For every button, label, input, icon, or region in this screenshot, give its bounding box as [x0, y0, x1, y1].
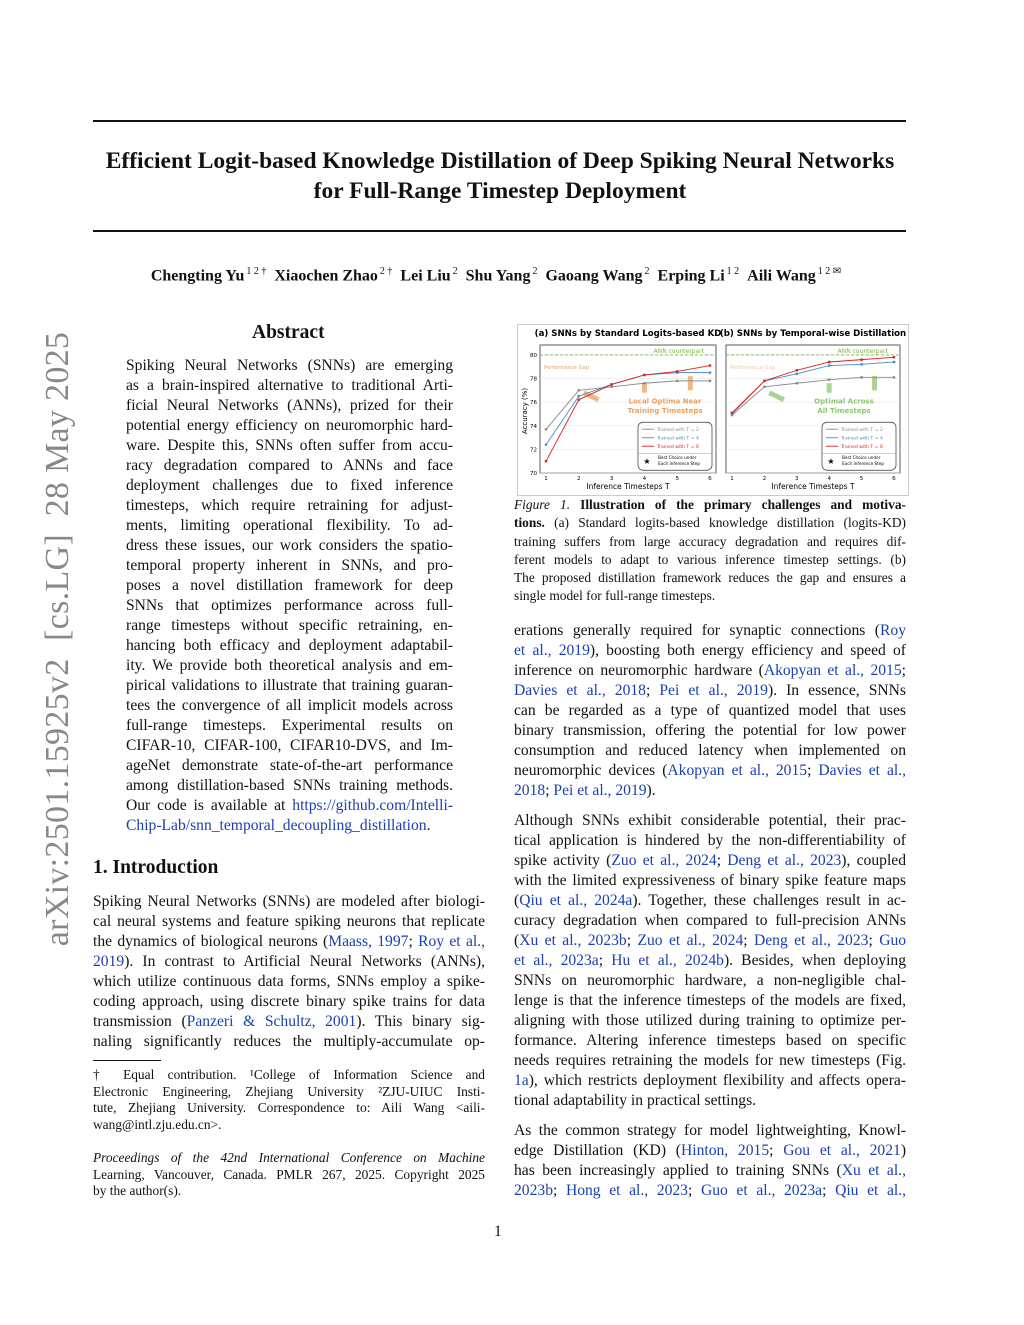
- data-point: [893, 356, 895, 358]
- author-affiliation: 1 2 †: [246, 266, 267, 277]
- text-line: [514, 721, 906, 741]
- introduction-text-left: [93, 892, 485, 1052]
- caption-title-end: tions.: [514, 515, 545, 531]
- text-line: [514, 741, 906, 761]
- data-point: [731, 412, 733, 414]
- text-line: [514, 991, 906, 1011]
- author-name: Erping Li: [657, 267, 725, 285]
- annotation-label: Training Timesteps: [627, 406, 703, 415]
- data-point: [828, 379, 830, 381]
- citation-link[interactable]: Qiu et al.,: [835, 1182, 907, 1199]
- text-span: ;: [769, 1142, 784, 1159]
- star-icon: ★: [827, 457, 835, 467]
- citation-link[interactable]: Panzeri & Schultz, 2001: [186, 1013, 357, 1030]
- text-span: as a brain-inspired alternative to traditional Arti-: [126, 377, 453, 394]
- arxiv-watermark: arXiv:2501.15925v2 [cs.LG] 28 May 2025: [39, 331, 76, 947]
- text-span: ;: [743, 932, 754, 949]
- text-span: ageNet demonstrate state-of-the-art performance: [126, 757, 453, 774]
- text-line: [514, 871, 906, 891]
- text-line: [514, 1181, 906, 1201]
- x-tick-label: 3: [609, 476, 614, 482]
- text-line: [126, 456, 453, 476]
- text-line: [126, 756, 453, 776]
- text-line: [514, 891, 906, 911]
- text-line: [514, 661, 906, 681]
- text-line: [514, 1031, 906, 1051]
- text-line: [126, 376, 453, 396]
- annotation-label: Optimal Across: [814, 397, 874, 406]
- text-span: full-range timesteps. Experimental results on: [126, 717, 453, 734]
- text-span: ). In essence, SNNs: [767, 682, 906, 699]
- figure-1-chart: [518, 325, 908, 495]
- legend-note: Each Inference Step: [842, 461, 885, 467]
- text-line: [514, 1011, 906, 1031]
- text-span: lenge is that the inference timesteps of the models are fixed,: [514, 992, 906, 1009]
- text-line: [126, 656, 453, 676]
- text-span: can be regarded as a type of quantized model that uses: [514, 702, 906, 719]
- text-span: temporal property inherent in SNNs, and pro-: [126, 557, 453, 574]
- text-line: [126, 816, 453, 836]
- data-point: [709, 371, 711, 373]
- text-span: ;: [868, 932, 880, 949]
- text-span: among distillation-based SNNs training methods.: [126, 777, 453, 794]
- citation-link[interactable]: Hong et al., 2023: [565, 1182, 688, 1199]
- data-point: [545, 443, 547, 445]
- chart-title: (a) SNNs by Standard Logits-based KD: [534, 329, 722, 339]
- x-tick-label: 2: [577, 476, 581, 482]
- data-point: [893, 361, 895, 363]
- text-span: deployment challenges due to fixed inference: [126, 477, 453, 494]
- text-line: [126, 556, 453, 576]
- text-line: [93, 992, 485, 1012]
- footnote-rule: [93, 1060, 161, 1061]
- citation-link[interactable]: Xu et al., 2023b: [519, 932, 627, 949]
- legend-note: Best Choice under: [658, 455, 697, 461]
- footnote-line: wang@intl.zju.edu.cn>.: [93, 1116, 222, 1132]
- text-line: [514, 1091, 906, 1111]
- text-line: [126, 476, 453, 496]
- footnote: [93, 1067, 485, 1133]
- legend-note: Each Inference Step: [658, 461, 701, 467]
- y-tick-label: 78: [530, 376, 537, 383]
- caption-text: (a) Standard logits-based knowledge distillation (logits-KD): [544, 515, 906, 531]
- data-point: [828, 361, 830, 363]
- text-span: aligning with those utilized during training to optimize per-: [514, 1012, 906, 1029]
- caption-line: The proposed distillation framework reduces the gap and ensures a: [514, 570, 906, 586]
- text-line: [126, 716, 453, 736]
- text-span: hancing both efficacy and deployment adaptabil-: [126, 637, 453, 654]
- text-span: (: [514, 892, 520, 909]
- legend-label: Trained with T = 2: [841, 428, 883, 434]
- text-line: [93, 892, 485, 912]
- data-point: [709, 364, 711, 366]
- text-span: ficial Neural Networks (ANNs), prized for their: [126, 397, 453, 414]
- text-span: ;: [552, 1182, 566, 1199]
- x-tick-label: 4: [642, 476, 647, 482]
- text-span: naling significantly reduces the multiply-accumulate op-: [93, 1033, 485, 1050]
- text-line: [126, 416, 453, 436]
- data-point: [860, 363, 862, 365]
- text-line: [126, 356, 453, 376]
- text-span: transmission (: [93, 1013, 187, 1030]
- performance-gap-label: Performance Gap: [544, 365, 590, 372]
- text-span: ity. We provide both theoretical analysis and em-: [126, 657, 453, 674]
- text-line: [514, 1161, 906, 1181]
- footnote-line: tute, Zhejiang University. Correspondence to: Aili Wang <aili-: [93, 1100, 485, 1115]
- text-span: edge Distillation (KD) (: [514, 1142, 681, 1159]
- text-span: tees the convergence of all implicit models across: [126, 697, 453, 714]
- text-span: ): [900, 1142, 907, 1159]
- author-list: [0, 266, 1000, 285]
- star-icon: ★: [643, 457, 651, 467]
- author-affiliation: 2: [452, 266, 458, 277]
- text-span: erations generally required for synaptic connections (: [514, 622, 880, 639]
- text-span: tical application is hindered by the non-differentiability of: [514, 832, 906, 849]
- data-point: [860, 376, 862, 378]
- caption-line: ferent models to adapt to various inference timestep settings. (b): [514, 551, 906, 567]
- text-span: formance. Altering inference timesteps based on specific: [514, 1032, 906, 1049]
- citation-link[interactable]: Roy: [880, 622, 906, 639]
- caption-line: single model for full-range timesteps.: [514, 588, 716, 604]
- citation-link[interactable]: Qiu et al., 2024a: [519, 892, 633, 909]
- data-point: [893, 376, 895, 378]
- text-span: curacy degradation when compared to full-precision ANNs: [514, 912, 906, 929]
- data-point: [610, 383, 612, 385]
- text-line: [126, 636, 453, 656]
- x-tick-label: 4: [827, 476, 831, 482]
- text-span: potential energy efficiency on neuromorphic hard-: [126, 417, 453, 434]
- legend-label: Trained with T = 4: [841, 436, 883, 442]
- data-point: [860, 358, 862, 360]
- text-line: [126, 616, 453, 636]
- citation-link[interactable]: Zuo et al., 2024: [637, 932, 744, 949]
- title-top-rule: [93, 120, 906, 122]
- data-point: [796, 369, 798, 371]
- title-bottom-rule: [93, 230, 906, 232]
- text-span: ), boosting both energy efficiency and speed of: [589, 642, 906, 659]
- data-point: [828, 364, 830, 366]
- citation-link[interactable]: Xu et al.,: [841, 1162, 906, 1179]
- citation-link[interactable]: Hu et al., 2024b: [611, 952, 724, 969]
- highlight-arrow-icon: [769, 393, 784, 400]
- x-axis-label: Inference Timesteps T: [586, 482, 670, 491]
- text-line: [514, 1141, 906, 1161]
- text-span: ;: [822, 1182, 836, 1199]
- citation-link[interactable]: Pei et al., 2019: [553, 782, 647, 799]
- text-span: ). Besides, when deploying: [723, 952, 907, 969]
- text-line: [514, 971, 906, 991]
- citation-link[interactable]: 2023b: [514, 1182, 553, 1199]
- text-line: [93, 932, 485, 952]
- text-line: [93, 912, 485, 932]
- data-point: [796, 382, 798, 384]
- text-span: ments, limiting operational flexibility. To ad-: [126, 517, 453, 534]
- page-number: 1: [494, 1223, 502, 1240]
- text-span: inference on neuromorphic hardware (: [514, 662, 764, 679]
- text-span: ware. Despite this, SNNs often suffer from accu-: [126, 437, 453, 454]
- text-span: ;: [626, 932, 638, 949]
- text-span: racy degradation compared to ANNs and face: [126, 457, 453, 474]
- text-line: [126, 496, 453, 516]
- footnote-line: Electronic Engineering, Zhejiang University ²ZJU-UIUC Insti-: [93, 1083, 485, 1099]
- text-span: CIFAR-10, CIFAR-100, CIFAR10-DVS, and Im-: [126, 737, 453, 754]
- author-affiliation: 2: [532, 266, 538, 277]
- ann-reference-label: ANN counterpart: [837, 347, 888, 355]
- text-span: As the common strategy for model lightweighting, Knowl-: [514, 1122, 906, 1139]
- proceedings-line: Proceedings of the 42nd International Conference on Machine: [93, 1150, 485, 1165]
- citation-link[interactable]: Chip-Lab/snn_temporal_decoupling_distillation: [126, 817, 427, 834]
- text-span: ;: [598, 952, 612, 969]
- data-point: [643, 374, 645, 376]
- data-point: [545, 428, 547, 430]
- author-name: Aili Wang: [747, 267, 816, 285]
- data-point: [676, 370, 678, 372]
- text-line: [514, 781, 906, 801]
- citation-link[interactable]: Deng et al., 2023: [754, 932, 869, 949]
- text-span: Spiking Neural Networks (SNNs) are emerging: [126, 357, 453, 374]
- citation-link[interactable]: 2018: [514, 782, 546, 799]
- abstract-text: [126, 356, 453, 836]
- author-affiliation: 1 2: [726, 266, 740, 277]
- text-line: [126, 596, 453, 616]
- figure-label: Figure 1.: [514, 497, 571, 512]
- citation-link[interactable]: Akopyan et al., 2015: [763, 662, 902, 679]
- annotation-label: Local Optima Near: [628, 397, 702, 406]
- x-tick-label: 6: [708, 476, 712, 482]
- text-line: [514, 931, 906, 951]
- data-point: [578, 399, 580, 401]
- performance-gap-label: Performance Gap: [730, 365, 776, 372]
- text-span: ). Together, these challenges result in ac-: [632, 892, 906, 909]
- y-axis-label: Accuracy (%): [521, 387, 529, 435]
- text-line: [126, 536, 453, 556]
- text-span: (: [514, 932, 520, 949]
- text-span: .: [426, 817, 431, 834]
- author-affiliation: 2: [644, 266, 650, 277]
- text-line: [93, 1012, 485, 1032]
- legend-label: Trained with T = 6: [657, 445, 699, 451]
- abstract-heading: Abstract: [252, 322, 325, 343]
- text-line: [514, 1121, 906, 1141]
- text-span: with the limited expressiveness of binary spike feature maps: [514, 872, 906, 889]
- right-paragraph-3: [514, 1121, 906, 1201]
- text-line: [514, 811, 906, 831]
- author-name: Shu Yang: [465, 267, 531, 285]
- y-tick-label: 74: [530, 423, 537, 430]
- text-span: SNNs on neuromorphic hardware, a non-negligible chal-: [514, 972, 906, 989]
- text-span: needs requires retraining the models for new timesteps (Fig.: [514, 1052, 906, 1069]
- x-tick-label: 5: [859, 476, 864, 482]
- footnote-line: † Equal contribution. ¹College of Information Science and: [93, 1067, 485, 1082]
- text-line: [514, 1051, 906, 1071]
- legend-label: Trained with T = 6: [841, 445, 883, 451]
- citation-link[interactable]: Zuo et al., 2024: [611, 852, 717, 869]
- text-span: dress these issues, our work considers the spatio-: [126, 537, 453, 554]
- text-line: [514, 621, 906, 641]
- x-tick-label: 1: [730, 476, 734, 482]
- paper-title-line-2: for Full-Range Timestep Deployment: [313, 178, 687, 204]
- annotation-label: All Timesteps: [817, 406, 871, 415]
- citation-link[interactable]: et al., 2019: [514, 642, 590, 659]
- paper-title-line-1: Efficient Logit-based Knowledge Distillation of Deep Spiking Neural Networks: [105, 148, 895, 174]
- text-line: [126, 436, 453, 456]
- introduction-heading: 1. Introduction: [93, 857, 219, 878]
- text-line: [126, 516, 453, 536]
- data-point: [796, 373, 798, 375]
- legend-label: Trained with T = 2: [657, 428, 699, 434]
- proceedings-note: [93, 1150, 485, 1200]
- text-span: ). In contrast to Artificial Neural Networks (ANNs),: [124, 953, 485, 970]
- figure-caption: [514, 496, 906, 606]
- text-span: tional adaptability in practical settings.: [514, 1092, 757, 1109]
- legend-note: Best Choice under: [842, 455, 881, 461]
- text-span: spike activity (: [514, 852, 612, 869]
- citation-link[interactable]: Guo: [879, 932, 907, 949]
- data-point: [763, 380, 765, 382]
- text-span: ;: [645, 682, 660, 699]
- text-span: Although SNNs exhibit considerable potential, their prac-: [514, 812, 906, 829]
- citation-link[interactable]: Guo et al., 2023a: [700, 1182, 823, 1199]
- text-line: [93, 1032, 485, 1052]
- text-span: pirical validations to illustrate that training guaran-: [126, 677, 453, 694]
- text-span: which utilize continuous data forms, SNNs employ a spike-: [93, 973, 485, 990]
- text-line: [514, 851, 906, 871]
- caption-line: [514, 496, 906, 514]
- author-name: Gaoang Wang: [545, 267, 643, 285]
- citation-link[interactable]: https://github.com/Intelli-: [292, 797, 453, 814]
- text-span: ;: [716, 852, 728, 869]
- data-point: [578, 389, 580, 391]
- citation-link[interactable]: Maass, 1997: [328, 933, 409, 950]
- author-name: Xiaochen Zhao: [274, 267, 378, 285]
- text-span: the dynamics of biological neurons (: [93, 933, 329, 950]
- text-span: ;: [687, 1182, 701, 1199]
- right-paragraph-1: [514, 621, 906, 801]
- text-span: ;: [807, 762, 819, 779]
- text-span: consumption and reduced latency when implemented on: [514, 742, 906, 759]
- text-span: ), coupled: [841, 852, 906, 869]
- data-point: [578, 395, 580, 397]
- text-line: [514, 701, 906, 721]
- author-affiliation: 1 2 ✉: [817, 266, 842, 277]
- text-span: has been increasingly applied to training SNNs (: [514, 1162, 842, 1179]
- text-span: timesteps, which require retraining for adjust-: [126, 497, 453, 514]
- text-span: binary transmission, offering the potential for low power: [514, 722, 906, 739]
- x-tick-label: 6: [892, 476, 896, 482]
- text-line: [126, 696, 453, 716]
- text-span: ;: [408, 933, 419, 950]
- data-point: [545, 460, 547, 462]
- author-name: Chengting Yu: [150, 267, 245, 285]
- text-line: [514, 761, 906, 781]
- citation-link[interactable]: Deng et al., 2023: [727, 852, 842, 869]
- author-name: Lei Liu: [400, 267, 451, 285]
- data-point: [676, 380, 678, 382]
- text-line: [514, 1071, 906, 1091]
- text-span: Spiking Neural Networks (SNNs) are modeled after biologi-: [93, 893, 485, 910]
- caption-line: [514, 514, 906, 532]
- text-line: [126, 676, 453, 696]
- x-tick-label: 3: [795, 476, 799, 482]
- text-span: ), which restricts deployment flexibility and affects opera-: [528, 1072, 906, 1089]
- x-tick-label: 5: [675, 476, 679, 482]
- caption-title: Illustration of the primary challenges and motiva-: [580, 497, 906, 512]
- citation-link[interactable]: et al., 2023a: [514, 952, 599, 969]
- text-span: ;: [901, 662, 906, 679]
- text-line: [126, 776, 453, 796]
- y-tick-label: 72: [530, 447, 537, 454]
- text-line: [126, 576, 453, 596]
- citation-link[interactable]: Roy et al.,: [418, 933, 485, 950]
- text-line: [514, 911, 906, 931]
- x-tick-label: 1: [544, 476, 548, 482]
- text-span: range timesteps without specific retraining, en-: [126, 617, 453, 634]
- text-line: [126, 396, 453, 416]
- x-tick-label: 2: [762, 476, 767, 482]
- citation-link[interactable]: 1a: [514, 1072, 529, 1089]
- ann-reference-label: ANN counterpart: [653, 347, 704, 355]
- text-span: poses a novel distillation framework for deep: [126, 577, 453, 594]
- citation-link[interactable]: Pei et al., 2019: [659, 682, 768, 699]
- text-span: SNNs that optimizes performance across full-: [126, 597, 453, 614]
- author-affiliation: 2 †: [379, 266, 393, 277]
- text-span: ). This binary sig-: [356, 1013, 485, 1030]
- caption-line: training suffers from large accuracy degradation and requires dif-: [514, 533, 906, 549]
- y-tick-label: 76: [530, 400, 537, 407]
- citation-link[interactable]: Davies et al., 2018: [514, 682, 646, 699]
- right-paragraph-2: [514, 811, 906, 1111]
- text-span: coding approach, using discrete binary spike trains for data: [93, 993, 485, 1010]
- text-line: [514, 681, 906, 701]
- text-span: ).: [646, 782, 656, 799]
- text-span: neuromorphic devices (: [514, 762, 668, 779]
- data-point: [643, 382, 645, 384]
- text-span: Our code is available at: [126, 797, 293, 814]
- legend-label: Trained with T = 4: [657, 436, 699, 442]
- text-line: [126, 736, 453, 756]
- citation-link[interactable]: Gou et al., 2021: [783, 1142, 901, 1159]
- citation-link[interactable]: Akopyan et al., 2015: [667, 762, 808, 779]
- data-point: [709, 380, 711, 382]
- data-point: [763, 386, 765, 388]
- x-axis-label: Inference Timesteps T: [771, 482, 855, 491]
- text-span: ;: [545, 782, 554, 799]
- data-point: [610, 386, 612, 388]
- text-line: [514, 641, 906, 661]
- chart-title: (b) SNNs by Temporal-wise Distillation: [719, 329, 907, 339]
- figure-1: [517, 324, 909, 496]
- proceedings-line: Learning, Vancouver, Canada. PMLR 267, 2025. Copyright 2025: [93, 1166, 485, 1182]
- proceedings-line: by the author(s).: [93, 1183, 182, 1198]
- citation-link[interactable]: Davies et al.,: [818, 762, 907, 779]
- text-line: [126, 796, 453, 816]
- text-line: [514, 951, 906, 971]
- text-span: cal neural systems and feature spiking neurons that replicate: [93, 913, 485, 930]
- y-tick-label: 80: [530, 352, 537, 359]
- text-line: [514, 831, 906, 851]
- citation-link[interactable]: 2019: [93, 953, 125, 970]
- y-tick-label: 70: [530, 471, 537, 477]
- text-line: [93, 972, 485, 992]
- citation-link[interactable]: Hinton, 2015: [680, 1142, 770, 1159]
- text-line: [93, 952, 485, 972]
